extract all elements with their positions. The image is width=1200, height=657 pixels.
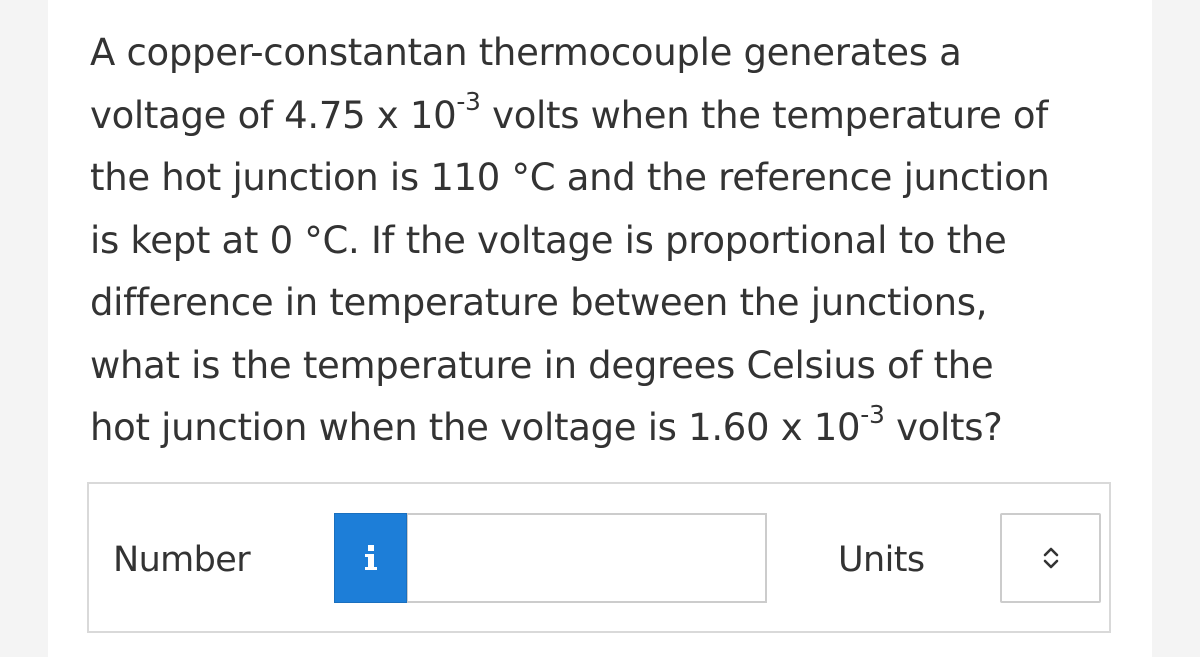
question-text-segment: volts? [884, 406, 1003, 449]
question-text [90, 22, 1130, 460]
number-label: Number [113, 540, 250, 580]
exponent: -3 [860, 399, 885, 429]
units-label: Units [838, 540, 925, 580]
question-line [90, 85, 1130, 148]
info-button[interactable] [334, 513, 407, 603]
question-line: what is the temperature in degrees Celsius of the [90, 343, 994, 387]
question-line: the hot junction is 110 °C and the reference junction [90, 156, 1050, 199]
units-select[interactable] [1000, 513, 1101, 603]
up-down-chevron-icon [1043, 546, 1059, 570]
left-margin-strip [0, 0, 48, 657]
question-text-segment: voltage of 4.75 x 10 [90, 93, 457, 137]
question-line: is kept at 0 °C. If the voltage is proportional to the [90, 218, 1007, 262]
right-margin-strip [1152, 0, 1200, 657]
question-line: A copper-constantan thermocouple generates a [90, 31, 962, 74]
info-icon [364, 545, 378, 571]
question-line [90, 397, 1130, 460]
exponent: -3 [456, 87, 481, 117]
question-line: difference in temperature between the junctions, [90, 281, 988, 324]
question-text-segment: hot junction when the voltage is 1.60 x 10 [90, 406, 861, 449]
number-input[interactable] [407, 513, 767, 603]
question-text-segment: volts when the temperature of [480, 93, 1048, 137]
